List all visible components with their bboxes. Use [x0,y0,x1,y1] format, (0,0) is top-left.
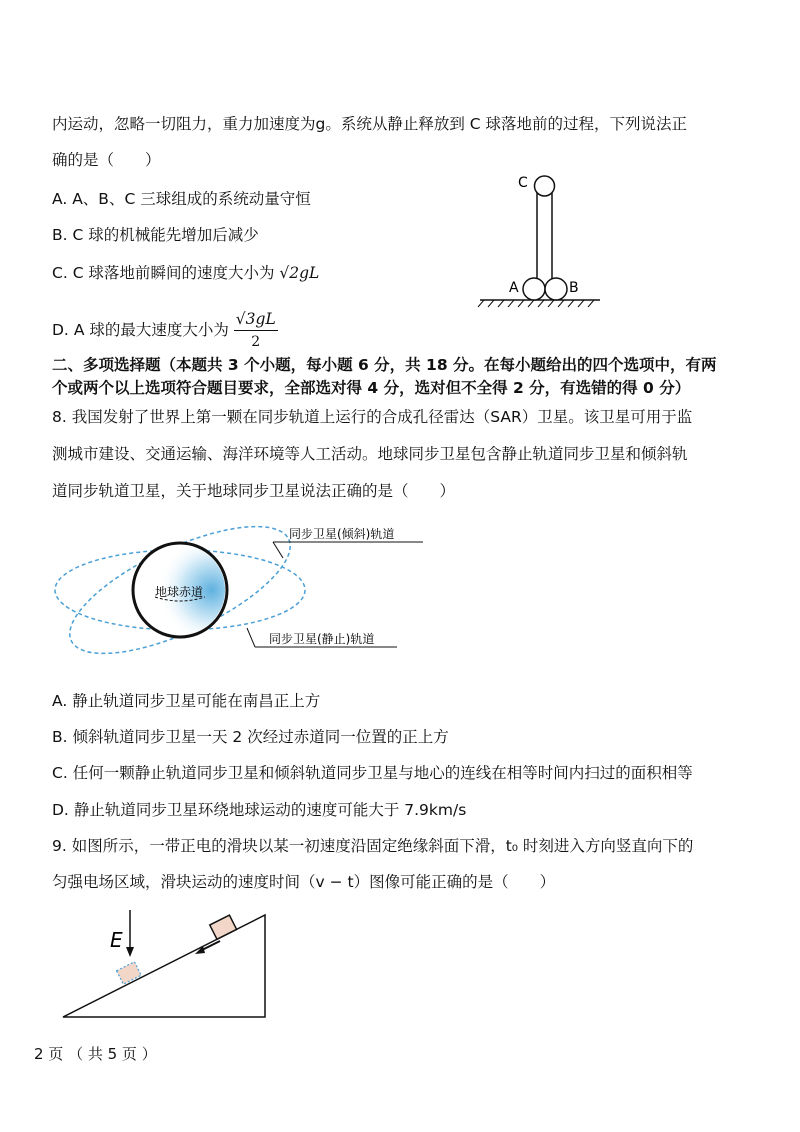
label-static-orbit: 同步卫星(静止)轨道 [269,632,375,646]
ball-a [523,278,545,300]
q7-option-d [52,308,278,353]
q8-stem-line-1: 8. 我国发射了世界上第一颗在同步轨道上运行的合成孔径雷达（SAR）卫星。该卫星可用于监 [52,408,693,426]
q8-option-a [52,690,320,712]
q9-stem-line-1: 9. 如图所示，一带正电的滑块以某一初速度沿固定绝缘斜面下滑，t₀ 时刻进入方向竖直向下的 [52,837,694,855]
option-label: B. [52,728,68,746]
block-lower [117,962,142,984]
q8-option-c [52,762,693,784]
block-upper [210,915,237,939]
q8-stem-line-2: 测城市建设、交通运输、海洋环境等人工活动。地球同步卫星包含静止轨道同步卫星和倾斜轨 [52,445,688,463]
option-text: 倾斜轨道同步卫星一天 2 次经过赤道同一位置的正上方 [72,728,449,746]
q7-option-b [52,224,259,246]
q9-incline-figure [55,905,280,1025]
option-label: C. [52,264,68,282]
option-label: D. [52,321,69,339]
option-label: D. [52,801,69,819]
option-text: 静止轨道同步卫星可能在南昌正上方 [72,692,321,710]
option-text: 静止轨道同步卫星环绕地球运动的速度可能大于 7.9km/s [73,801,467,819]
q7-stem-line-2: 确的是（ ） [52,151,161,169]
q7-stem-line-1: 内运动，忽略一切阻力，重力加速度为g。系统从静止释放到 C 球落地前的过程，下列说法正 [52,115,688,133]
section-2-heading-line-2: 个或两个以上选项符合题目要求，全部选对得 4 分，选对但不全得 2 分，有选错的得 0 分） [52,379,691,397]
q7-rod-balls-figure [470,168,610,308]
option-text: C 球落地前瞬间的速度大小为 [72,264,275,282]
option-label: A. [52,692,68,710]
q8-option-b [52,726,449,748]
label-b: B [569,280,579,296]
page-footer: 2 页 （ 共 5 页 ） [34,1045,157,1063]
option-text: A 球的最大速度大小为 [73,321,229,339]
q7-option-a [52,188,311,210]
option-label: B. [52,226,68,244]
q8-option-d [52,799,466,821]
fraction-numerator: √3gL [234,308,278,331]
label-inclined-orbit: 同步卫星(倾斜)轨道 [289,527,395,541]
option-fraction [234,308,278,353]
ball-c [535,176,555,196]
fraction-denominator: 2 [251,334,261,350]
option-label: A. [52,190,68,208]
option-text: C 球的机械能先增加后减少 [72,226,259,244]
label-a: A [509,280,519,296]
q7-option-c [52,262,319,284]
option-math: √2gL [279,264,320,282]
ball-b [545,278,567,300]
option-text: 任何一颗静止轨道同步卫星和倾斜轨道同步卫星与地心的连线在相等时间内扫过的面积相等 [72,764,693,782]
option-text: A、B、C 三球组成的系统动量守恒 [72,190,311,208]
label-earth-equator: 地球赤道 [155,585,204,599]
q8-orbit-figure [45,510,435,680]
q8-stem-line-3: 道同步轨道卫星，关于地球同步卫星说法正确的是（ ） [52,482,456,500]
section-2-heading-line-1: 二、多项选择题（本题共 3 个小题，每小题 6 分，共 18 分。在每小题给出的四个选项中，有两 [52,356,717,374]
option-label: C. [52,764,68,782]
q9-stem-line-2: 匀强电场区域，滑块运动的速度时间（v − t）图像可能正确的是（ ） [52,873,556,891]
label-e: E [110,928,123,952]
label-c: C [518,175,528,191]
